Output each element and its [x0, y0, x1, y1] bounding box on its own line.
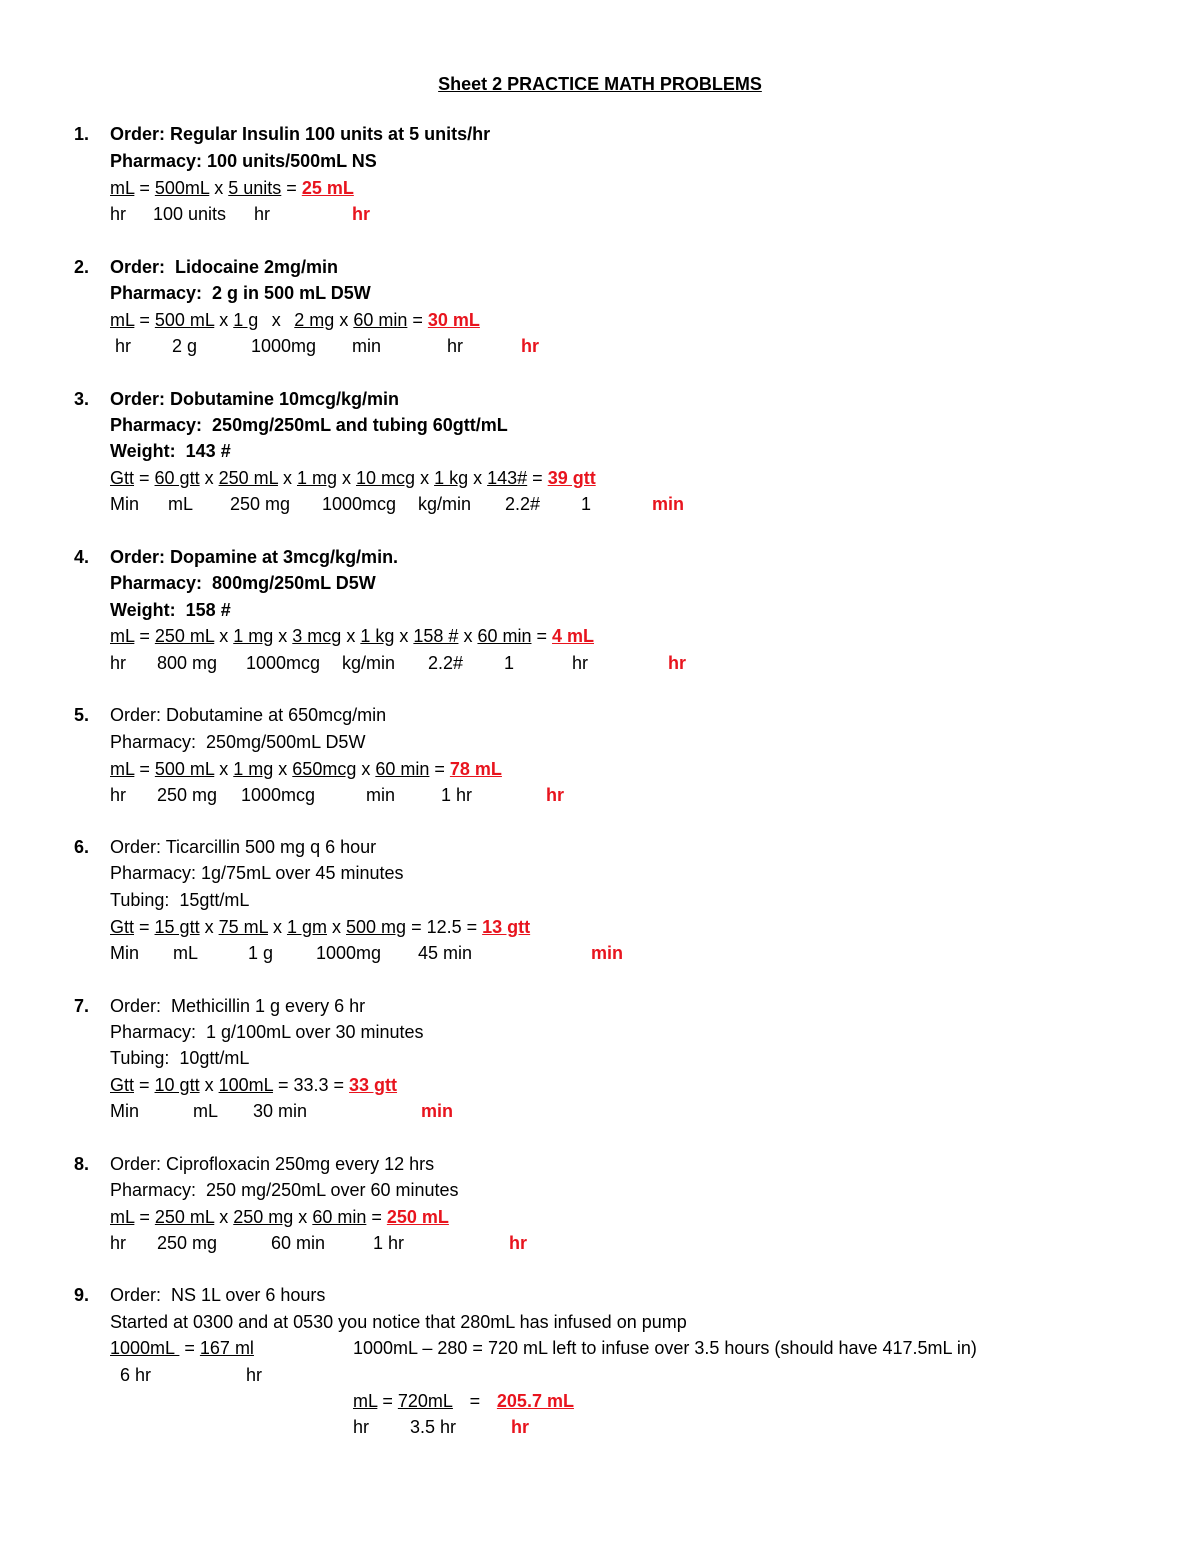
- denominator-term: min: [366, 785, 396, 805]
- order-line: Order: NS 1L over 6 hours: [110, 1285, 326, 1305]
- answer-unit: hr: [509, 1233, 527, 1253]
- pharmacy-line: Pharmacy: 1 g/100mL over 30 minutes: [110, 1022, 424, 1042]
- denominator-term: 1: [504, 653, 515, 673]
- denominator-term: kg/min: [342, 653, 396, 673]
- page-title: Sheet 2 PRACTICE MATH PROBLEMS: [438, 74, 762, 94]
- equation-numerator: Gtt = 60 gtt x 250 mL x 1 mg x 10 mcg x 1 kg x 143# = 39 gtt: [110, 468, 596, 488]
- denominator-term: hr: [572, 653, 589, 673]
- equation-numerator: mL = 250 mL x 250 mg x 60 min = 250 mL: [110, 1207, 449, 1227]
- denominator-term: hr: [110, 204, 127, 224]
- answer-unit: hr: [546, 785, 564, 805]
- denominator-term: 1000mcg: [322, 494, 397, 514]
- denominator-term: 250 mg: [230, 494, 291, 514]
- remaining-note: 1000mL – 280 = 720 mL left to infuse over 3.5 hours (should have 417.5mL in): [353, 1338, 977, 1358]
- denominator-term: 30 min: [253, 1101, 308, 1121]
- problem-number: 2.: [74, 257, 90, 277]
- denominator-term: 1000mg: [316, 943, 382, 963]
- denominator-term: 2.2#: [505, 494, 541, 514]
- denominator-term: mL: [193, 1101, 219, 1121]
- denominator-term: 250 mg: [157, 785, 218, 805]
- weight-line: Weight: 143 #: [110, 441, 231, 461]
- denominator-term: Min: [110, 494, 140, 514]
- problem-number: 9.: [74, 1285, 90, 1305]
- denominator-term: hr: [110, 785, 127, 805]
- pharmacy-line: Pharmacy: 100 units/500mL NS: [110, 151, 377, 171]
- denominator-term: Min: [110, 943, 140, 963]
- problem-number: 7.: [74, 996, 90, 1016]
- denominator-term: 45 min: [418, 943, 473, 963]
- order-line: Order: Ciprofloxacin 250mg every 12 hrs: [110, 1154, 435, 1174]
- denominator-term: 250 mg: [157, 1233, 218, 1253]
- denominator-term: 800 mg: [157, 653, 218, 673]
- denominator-term: hr: [110, 1233, 127, 1253]
- denominator-term: min: [352, 336, 382, 356]
- denominator-term: 1 hr: [373, 1233, 405, 1253]
- tubing-line: Tubing: 15gtt/mL: [110, 890, 250, 910]
- denominator-term: mL: [173, 943, 199, 963]
- answer-unit: min: [652, 494, 685, 514]
- order-line: Order: Dobutamine 10mcg/kg/min: [110, 389, 400, 409]
- denominator-term: mL: [168, 494, 194, 514]
- denominator-term: kg/min: [418, 494, 472, 514]
- pharmacy-line: Pharmacy: 2 g in 500 mL D5W: [110, 283, 371, 303]
- equation-numerator: mL = 500mL x 5 units = 25 mL: [110, 178, 354, 198]
- denominator-term: 100 units: [153, 204, 227, 224]
- denominator-term: 1000mcg: [241, 785, 316, 805]
- problem-number: 8.: [74, 1154, 90, 1174]
- equation-numerator-2: mL = 720mL = 205.7 mL: [353, 1391, 574, 1411]
- order-line: Order: Ticarcillin 500 mg q 6 hour: [110, 837, 377, 857]
- denominator-term: 1: [581, 494, 592, 514]
- denominator-term: hr: [110, 653, 127, 673]
- denominator-term: hr: [246, 1365, 263, 1385]
- denominator-term: 1000mcg: [246, 653, 321, 673]
- pharmacy-line: Pharmacy: 250mg/250mL and tubing 60gtt/mL: [110, 415, 508, 435]
- weight-line: Weight: 158 #: [110, 600, 231, 620]
- denominator-term: hr: [353, 1417, 370, 1437]
- answer-unit: hr: [668, 653, 686, 673]
- answer-unit: hr: [352, 204, 370, 224]
- denominator-term: 3.5 hr: [410, 1417, 457, 1437]
- equation-numerator: mL = 500 mL x 1 mg x 650mcg x 60 min = 78 mL: [110, 759, 502, 779]
- equation-numerator: Gtt = 10 gtt x 100mL = 33.3 = 33 gtt: [110, 1075, 398, 1095]
- equation-numerator: 1000mL = 167 ml: [110, 1338, 254, 1358]
- order-line: Order: Dobutamine at 650mcg/min: [110, 705, 387, 725]
- order-line: Order: Lidocaine 2mg/min: [110, 257, 339, 277]
- problem-number: 5.: [74, 705, 90, 725]
- denominator-term: 60 min: [271, 1233, 326, 1253]
- denominator-term: hr: [447, 336, 464, 356]
- started-line: Started at 0300 and at 0530 you notice that 280mL has infused on pump: [110, 1312, 687, 1332]
- order-line: Order: Regular Insulin 100 units at 5 units/hr: [110, 124, 491, 144]
- equation-numerator: mL = 250 mL x 1 mg x 3 mcg x 1 kg x 158 # x 60 min = 4 mL: [110, 626, 595, 646]
- denominator-term: 6 hr: [120, 1365, 152, 1385]
- pharmacy-line: Pharmacy: 800mg/250mL D5W: [110, 573, 376, 593]
- denominator-term: Min: [110, 1101, 140, 1121]
- order-line: Order: Dopamine at 3mcg/kg/min.: [110, 547, 399, 567]
- answer-unit: min: [421, 1101, 454, 1121]
- order-line: Order: Methicillin 1 g every 6 hr: [110, 996, 366, 1016]
- denominator-term: 1000mg: [251, 336, 317, 356]
- pharmacy-line: Pharmacy: 250 mg/250mL over 60 minutes: [110, 1180, 459, 1200]
- denominator-term: 2 g: [172, 336, 198, 356]
- problem-number: 1.: [74, 124, 90, 144]
- problem-number: 3.: [74, 389, 90, 409]
- problem-number: 6.: [74, 837, 90, 857]
- problem-number: 4.: [74, 547, 90, 567]
- pharmacy-line: Pharmacy: 1g/75mL over 45 minutes: [110, 863, 404, 883]
- answer-unit: min: [591, 943, 624, 963]
- denominator-term: hr: [254, 204, 271, 224]
- denominator-term: 1 g: [248, 943, 274, 963]
- denominator-term: 1 hr: [441, 785, 473, 805]
- denominator-term: hr: [115, 336, 132, 356]
- answer-unit: hr: [521, 336, 539, 356]
- equation-numerator: Gtt = 15 gtt x 75 mL x 1 gm x 500 mg = 12.5 = 13 gtt: [110, 917, 531, 937]
- answer-unit: hr: [511, 1417, 529, 1437]
- denominator-term: 2.2#: [428, 653, 464, 673]
- equation-numerator: mL = 500 mL x 1 g x 2 mg x 60 min = 30 mL: [110, 310, 480, 330]
- pharmacy-line: Pharmacy: 250mg/500mL D5W: [110, 732, 366, 752]
- tubing-line: Tubing: 10gtt/mL: [110, 1048, 250, 1068]
